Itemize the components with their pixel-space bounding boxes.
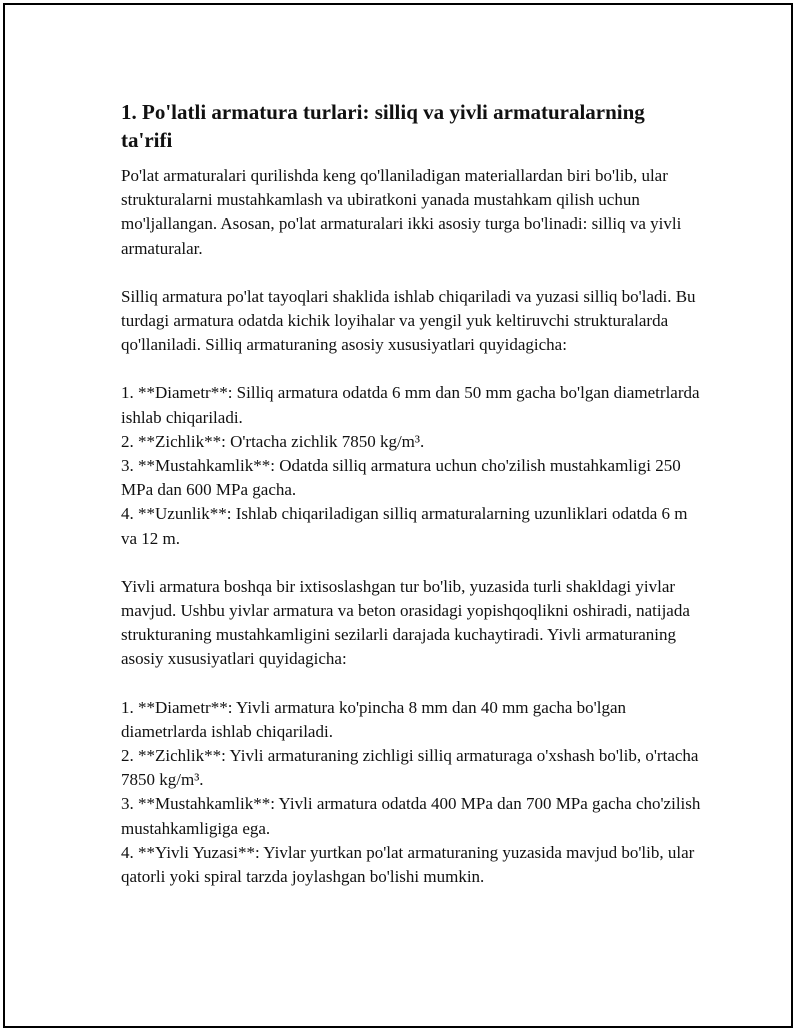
- paragraph-gap: [121, 551, 701, 575]
- list-item: 4. **Uzunlik**: Ishlab chiqariladigan silliq armaturalarning uzunliklari odatda 6 m va 12 m.: [121, 504, 688, 548]
- ribbed-rebar-paragraph: Yivli armatura boshqa bir ixtisoslashgan tur bo'lib, yuzasida turli shakldagi yivlar mavjud. Ushbu yivlar armatura va beton orasidagi yopishqoqlikni oshiradi, natijada strukturaning mustahkamligini sezilarli darajada kuchaytiradi. Yivli armaturaning asosiy xususiyatlari quyidagicha:: [121, 576, 690, 669]
- document-heading: 1. Po'latli armatura turlari: silliq va yivli armaturalarning ta'rifi: [121, 100, 645, 152]
- ribbed-rebar-list: [121, 696, 701, 890]
- smooth-rebar-paragraph: Silliq armatura po'lat tayoqlari shaklida ishlab chiqariladi va yuzasi silliq bo'ladi. Bu turdagi armatura odatda kichik loyihalar va yengil yuk keltiruvchi strukturalarda qo'llaniladi. Silliq armaturaning asosiy xususiyatlari quyidagicha:: [121, 286, 696, 355]
- list-item: 3. **Mustahkamlik**: Yivli armatura odatda 400 MPa dan 700 MPa gacha cho'zilish mustahkamligiga ega.: [121, 794, 701, 838]
- list-item: 2. **Zichlik**: O'rtacha zichlik 7850 kg/m³.: [121, 431, 425, 451]
- document-content: [121, 98, 701, 889]
- smooth-rebar-list: [121, 381, 701, 550]
- document-page: [3, 3, 793, 1028]
- intro-paragraph: Po'lat armaturalari qurilishda keng qo'llaniladigan materiallardan biri bo'lib, ular strukturalarni mustahkamlash va ubiratkoni yanada mustahkam qilish uchun mo'ljallangan. Asosan, po'lat armaturalari ikki asosiy turga bo'linadi: silliq va yivli armaturalar.: [121, 166, 682, 258]
- paragraph-gap: [121, 261, 701, 285]
- paragraph-gap: [121, 357, 701, 381]
- paragraph-gap: [121, 672, 701, 696]
- list-item: 3. **Mustahkamlik**: Odatda silliq armatura uchun cho'zilish mustahkamligi 250 MPa dan 600 MPa gacha.: [121, 456, 681, 500]
- list-item: 1. **Diametr**: Silliq armatura odatda 6 mm dan 50 mm gacha bo'lgan diametrlarda ishlab chiqariladi.: [121, 383, 700, 427]
- list-item: 2. **Zichlik**: Yivli armaturaning zichligi silliq armaturaga o'xshash bo'lib, o'rtacha 7850 kg/m³.: [121, 746, 699, 790]
- list-item: 1. **Diametr**: Yivli armatura ko'pincha 8 mm dan 40 mm gacha bo'lgan diametrlarda ishlab chiqariladi.: [121, 697, 626, 741]
- list-item: 4. **Yivli Yuzasi**: Yivlar yurtkan po'lat armaturaning yuzasida mavjud bo'lib, ular qatorli yoki spiral tarzda joylashgan bo'lishi mumkin.: [121, 842, 695, 887]
